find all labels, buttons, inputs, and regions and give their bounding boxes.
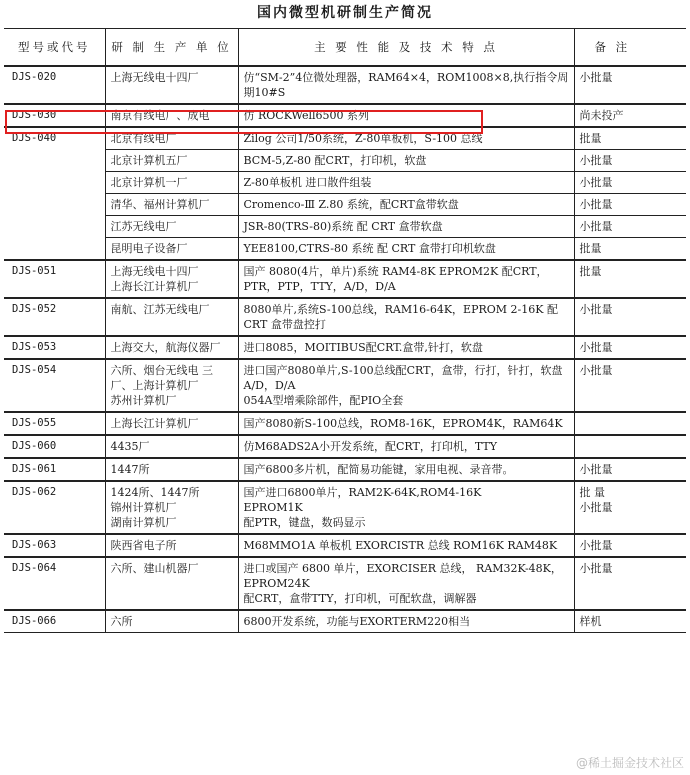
unit-cell: 六所、烟台无线电 三厂、上海计算机厂 苏州计算机厂: [105, 359, 238, 412]
features-cell: 进口国产8080单片,S-100总线配CRT，盒带，行打，针打，软盘 A/D，D/A 054A型增乘除部件，配PIO全套: [238, 359, 574, 412]
features-cell: 仿 ROCKWell6500 系列: [238, 104, 574, 127]
note-cell: 小批量: [574, 216, 686, 238]
model-code-cell: DJS-020: [4, 66, 105, 104]
table-row: [4, 66, 686, 104]
model-code-cell: DJS-052: [4, 298, 105, 336]
features-cell: 国产进口6800单片，RAM2K-64K,ROM4-16K EPROM1K 配PTR，键盘，数码显示: [238, 481, 574, 534]
header-model: 型号或代号: [4, 29, 105, 67]
features-cell: 8080单片,系统S-100总线，RAM16-64K，EPROM 2-16K 配CRT 盒带盘控打: [238, 298, 574, 336]
table-row: [4, 359, 686, 412]
note-cell: 小批量: [574, 172, 686, 194]
table-body: [4, 66, 686, 633]
table-row: [4, 238, 686, 261]
unit-cell: 昆明电子设备厂: [105, 238, 238, 261]
note-cell: 小批量: [574, 194, 686, 216]
note-cell: 批 量 小批量: [574, 481, 686, 534]
unit-cell: 南京有线电厂、成电: [105, 104, 238, 127]
unit-cell: 北京计算机一厂: [105, 172, 238, 194]
table-row: [4, 610, 686, 633]
model-code-cell: DJS-053: [4, 336, 105, 359]
note-cell: 批量: [574, 127, 686, 150]
features-cell: 仿“SM-2”4位微处理器，RAM64×4，ROM1008×8,执行指令周期10#S: [238, 66, 574, 104]
unit-cell: 六所、建山机器厂: [105, 557, 238, 610]
features-cell: Cromenco-Ⅲ Z.80 系统，配CRT盒带软盘: [238, 194, 574, 216]
features-cell: 进口8085，MOITIBUS配CRT.盒带,针打，软盘: [238, 336, 574, 359]
model-code-cell: DJS-051: [4, 260, 105, 298]
unit-cell: 南航、江苏无线电厂: [105, 298, 238, 336]
features-cell: Z-80单板机 进口散件组装: [238, 172, 574, 194]
note-cell: 批量: [574, 238, 686, 261]
unit-cell: 陕西省电子所: [105, 534, 238, 557]
note-cell: 样机: [574, 610, 686, 633]
table-row: [4, 435, 686, 458]
model-code-cell: DJS-030: [4, 104, 105, 127]
watermark: @稀土掘金技术社区: [575, 756, 684, 770]
model-code-cell: DJS-054: [4, 359, 105, 412]
unit-cell: 上海交大，航海仪器厂: [105, 336, 238, 359]
features-cell: JSR-80(TRS-80)系统 配 CRT 盒带软盘: [238, 216, 574, 238]
table-row: [4, 557, 686, 610]
model-code-cell: DJS-063: [4, 534, 105, 557]
model-code-cell: DJS-061: [4, 458, 105, 481]
table-row: [4, 534, 686, 557]
table-header-row: [4, 29, 686, 67]
features-cell: 国产6800多片机，配简易功能键，家用电视、录音带。: [238, 458, 574, 481]
model-code-cell: DJS-062: [4, 481, 105, 534]
features-cell: 国产 8080(4片，单片)系统 RAM4-8K EPROM2K 配CRT，PTR，PTP，TTY，A/D，D/A: [238, 260, 574, 298]
unit-cell: 北京计算机五厂: [105, 150, 238, 172]
model-code-cell: DJS-066: [4, 610, 105, 633]
features-cell: YEE8100,CTRS-80 系统 配 CRT 盒带打印机软盘: [238, 238, 574, 261]
features-cell: 6800开发系统，功能与EXORTERM220相当: [238, 610, 574, 633]
table-row: [4, 481, 686, 534]
model-code-cell: DJS-055: [4, 412, 105, 435]
note-cell: [574, 435, 686, 458]
unit-cell: 六所: [105, 610, 238, 633]
unit-cell: 4435厂: [105, 435, 238, 458]
table-row: [4, 336, 686, 359]
note-cell: 小批量: [574, 458, 686, 481]
header-note: 备 注: [574, 29, 686, 67]
note-cell: 小批量: [574, 66, 686, 104]
table-row: [4, 194, 686, 216]
table-row: [4, 216, 686, 238]
note-cell: 小批量: [574, 557, 686, 610]
features-cell: Zilog 公司1/50系统，Z-80单板机，S-100 总线: [238, 127, 574, 150]
unit-cell: 北京有线电厂: [105, 127, 238, 150]
note-cell: 小批量: [574, 150, 686, 172]
model-code-cell: DJS-040: [4, 127, 105, 260]
unit-cell: 清华、福州计算机厂: [105, 194, 238, 216]
table-row: [4, 127, 686, 150]
note-cell: 批量: [574, 260, 686, 298]
microcomputer-table: [4, 28, 686, 633]
features-cell: 进口或国产 6800 单片，EXORCISER 总线， RAM32K-48K，EPROM24K 配CRT，盒带TTY，打印机，可配软盘，调解器: [238, 557, 574, 610]
page-title: 国内微型机研制生产简况: [257, 5, 433, 21]
note-cell: 小批量: [574, 534, 686, 557]
features-cell: 国产8080新S-100总线，ROM8-16K，EPROM4K，RAM64K: [238, 412, 574, 435]
unit-cell: 1424所、1447所 锦州计算机厂 湖南计算机厂: [105, 481, 238, 534]
note-cell: 小批量: [574, 359, 686, 412]
table-row: [4, 458, 686, 481]
note-cell: 小批量: [574, 298, 686, 336]
features-cell: M68MMO1A 单板机 EXORCISTR 总线 ROM16K RAM48K: [238, 534, 574, 557]
model-code-cell: DJS-064: [4, 557, 105, 610]
table-row: [4, 104, 686, 127]
header-unit: 研 制 生 产 单 位: [105, 29, 238, 67]
table-row: [4, 412, 686, 435]
header-features: 主 要 性 能 及 技 术 特 点: [238, 29, 574, 67]
note-cell: 尚未投产: [574, 104, 686, 127]
unit-cell: 上海无线电十四厂 上海长江计算机厂: [105, 260, 238, 298]
unit-cell: 1447所: [105, 458, 238, 481]
table-row: [4, 172, 686, 194]
unit-cell: 江苏无线电厂: [105, 216, 238, 238]
table-row: [4, 260, 686, 298]
model-code-cell: DJS-060: [4, 435, 105, 458]
note-cell: [574, 412, 686, 435]
note-cell: 小批量: [574, 336, 686, 359]
table-row: [4, 150, 686, 172]
unit-cell: 上海无线电十四厂: [105, 66, 238, 104]
features-cell: BCM-5,Z-80 配CRT，打印机，软盘: [238, 150, 574, 172]
table-row: [4, 298, 686, 336]
unit-cell: 上海长江计算机厂: [105, 412, 238, 435]
features-cell: 仿M68ADS2A小开发系统，配CRT，打印机，TTY: [238, 435, 574, 458]
